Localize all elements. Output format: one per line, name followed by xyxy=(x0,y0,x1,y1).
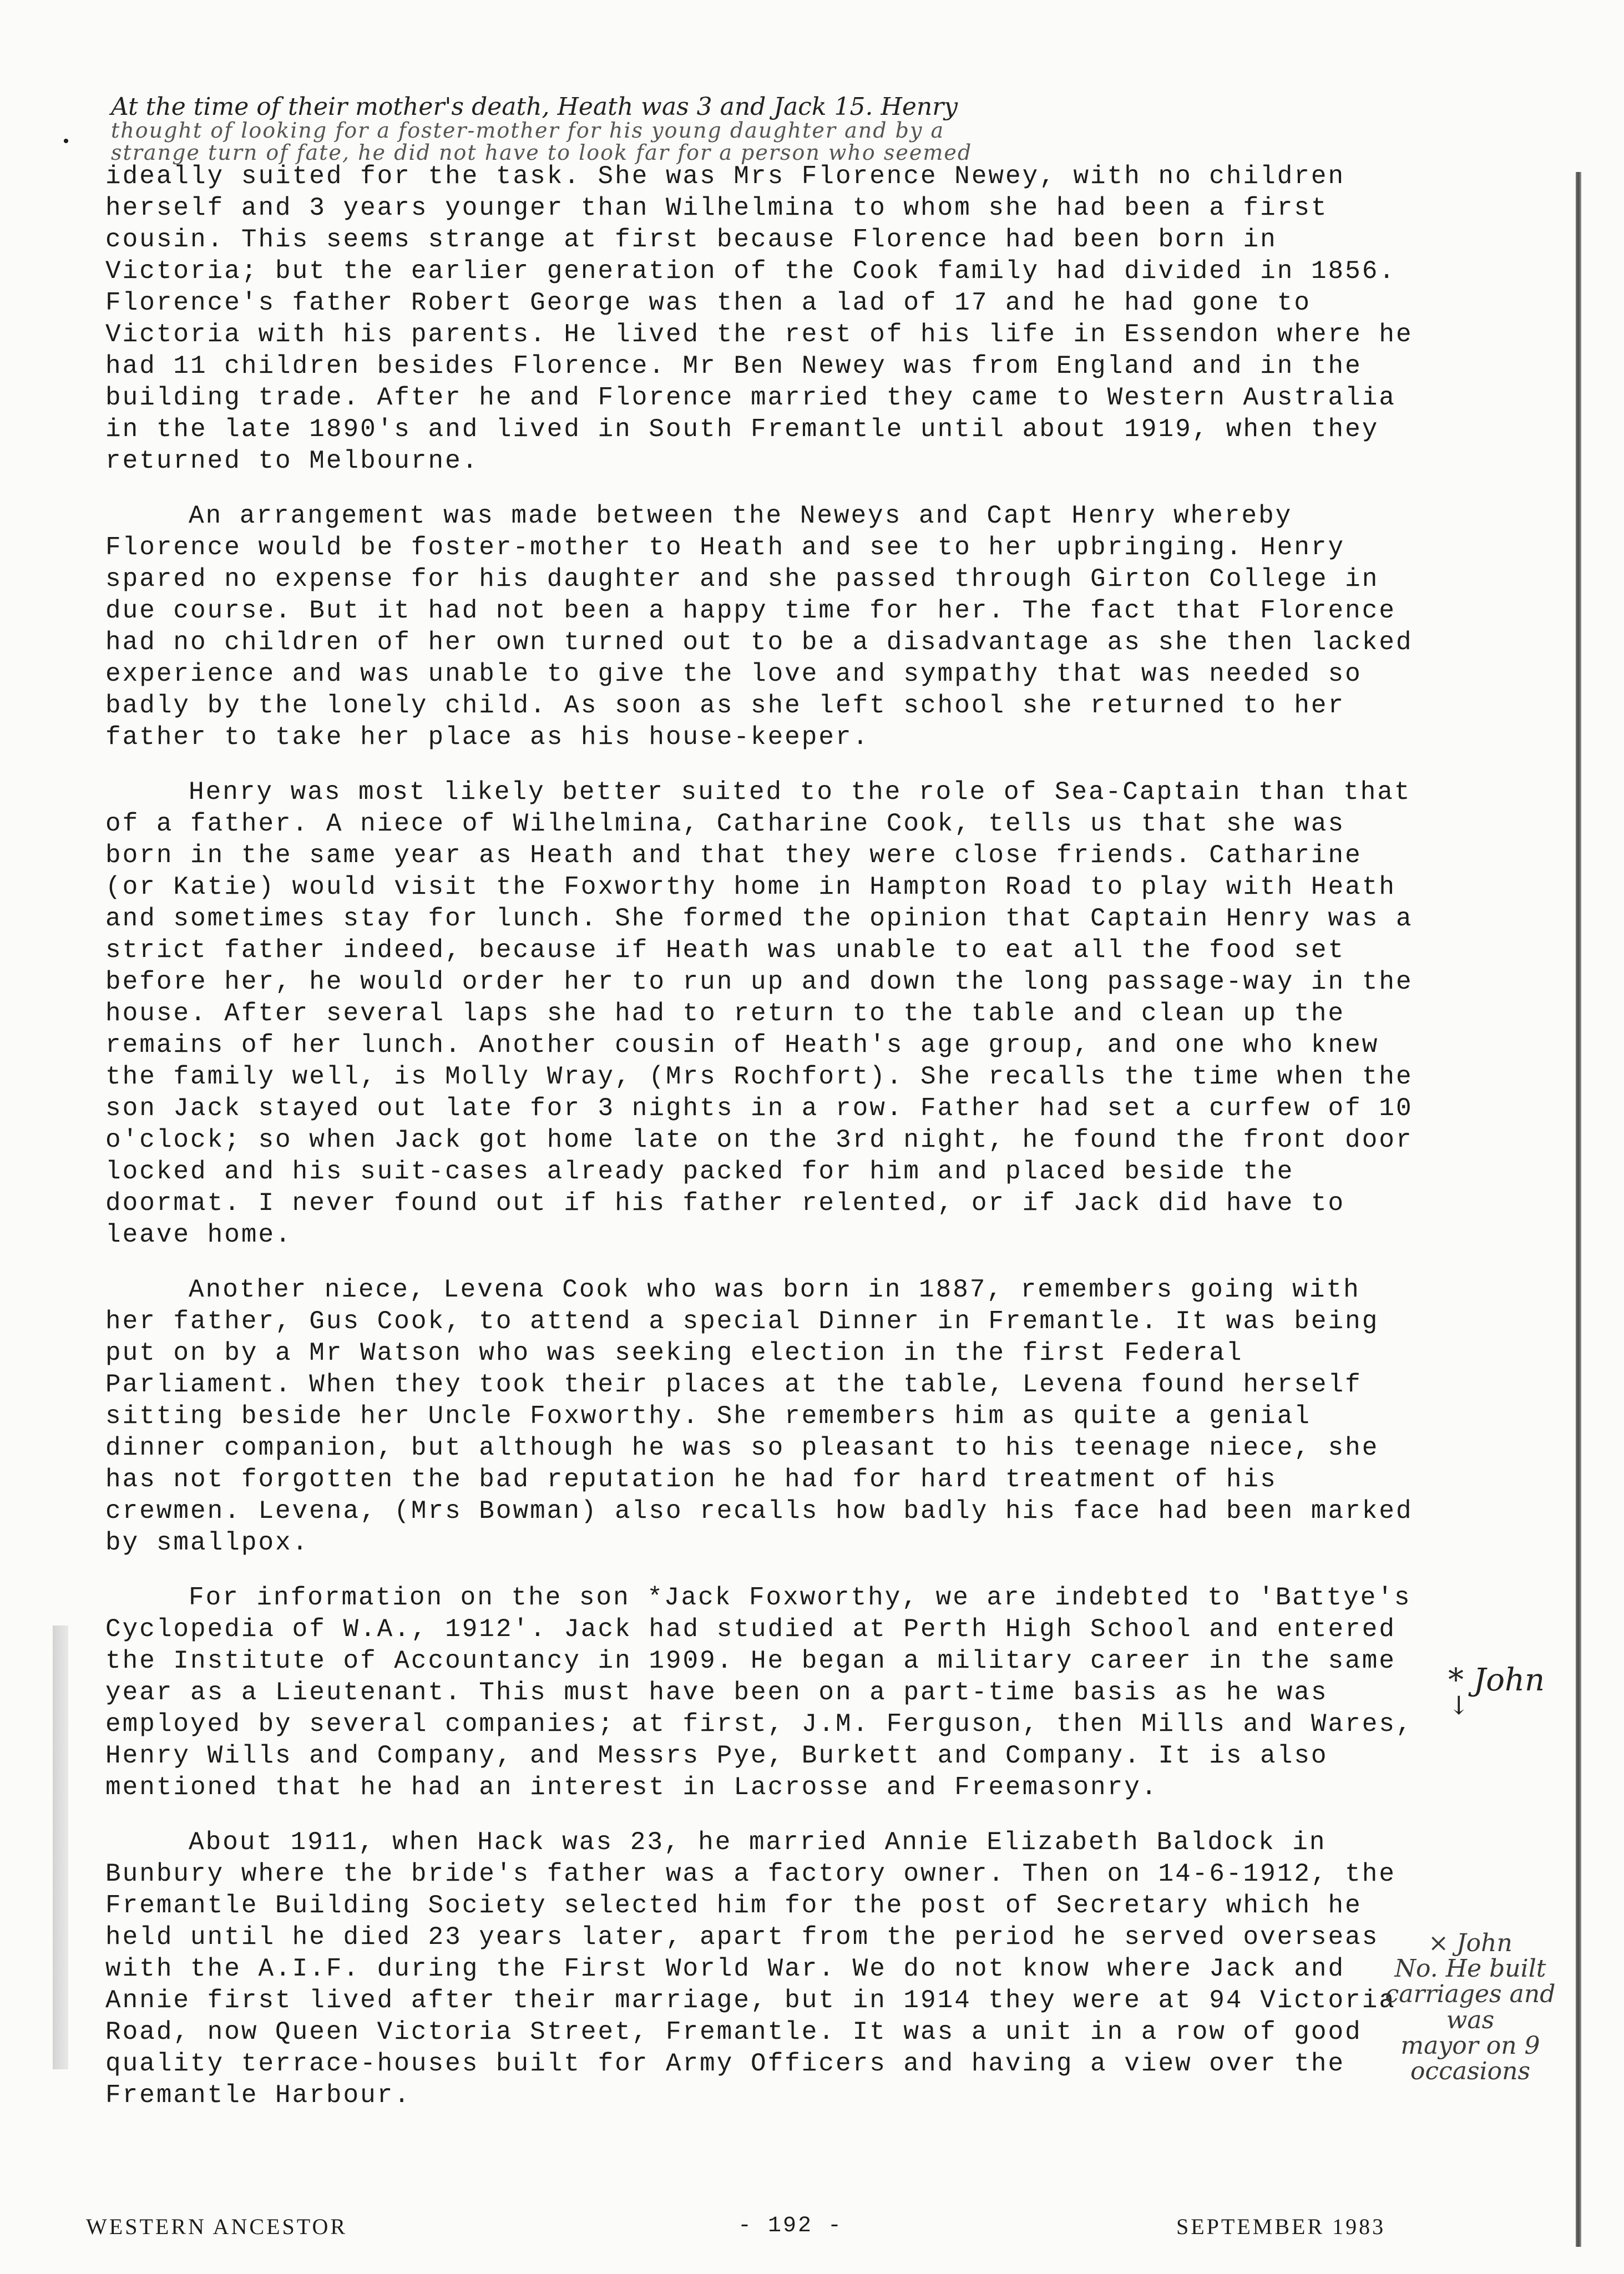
margin-note-correction xyxy=(1365,1931,1576,2084)
arrow-down-icon: ↓ xyxy=(1448,1690,1470,1720)
note-line: carriages and was xyxy=(1385,1980,1556,2034)
paragraph: Henry was most likely better suited to the role of Sea-Captain than that of a father. A niece of Wilhelmina, Catharine Cook, tells us that she was born in the same year as Heath and that they were close friends. Catharine (or Katie) would visit the Foxworthy home in Hampton Road to play with Heath and sometimes stay for lunch. She formed the opinion that Captain Henry was a strict father indeed, because if Heath was unable to eat all the food set before her, he would order her to run up and down the long passage-way in the house. After several laps she had to return to the table and clean up the remains of her lunch. Another cousin of Heath's age group, and one who knew the family well, is Molly Wray, (Mrs Rochfort). She recalls the time when the son Jack stayed out late for 3 nights in a row. Father had set a curfew of 10 o'clock; so when Jack got home late on the 3rd night, he found the front door locked and his suit-cases already packed for him and placed beside the doormat. I never found out if his father relented, or if Jack did have to leave home. xyxy=(105,778,1413,1249)
note-line: mayor on 9 xyxy=(1400,2031,1540,2060)
footer-publication: WESTERN ANCESTOR xyxy=(86,2214,348,2239)
typed-body xyxy=(105,161,1426,2111)
footer-page-number: - 192 - xyxy=(738,2214,843,2238)
margin-note-john: * John xyxy=(1448,1662,1545,1698)
handwritten-line: strange turn of fate, he did not have to look far for a person who seemed xyxy=(111,140,973,165)
paragraph: For information on the son *Jack Foxworthy, we are indebted to 'Battye's Cyclopedia of W.A., 1912'. Jack had studied at Perth High School and entered the Institute of Accountancy in 1909. He began a military career in the same year as a Lieutenant. This must have been on a part-time basis as he was employed by several companies; at first, J.M. Ferguson, then Mills and Wares, Henry Wills and Company, and Messrs Pye, Burkett and Company. It is also mentioned that he had an interest in Lacrosse and Freemasonry. xyxy=(105,1583,1413,1802)
paragraph: ideally suited for the task. She was Mrs Florence Newey, with no children herself and 3 years younger than Wilhelmina to whom she had been a first cousin. This seems strange at first because Florence had been born in Victoria; but the earlier generation of the Cook family had divided in 1856. Florence's father Robert George was then a lad of 17 and he had gone to Victoria with his parents. He lived the rest of his life in Essendon where he had 11 children besides Florence. Mr Ben Newey was from England and in the building trade. After he and Florence married they came to Western Australia in the late 1890's and lived in South Fremantle until about 1919, when they returned to Melbourne. xyxy=(105,162,1413,475)
paragraph: Another niece, Levena Cook who was born in 1887, remembers going with her father, Gus Cook, to attend a special Dinner in Fremantle. It was being put on by a Mr Watson who was seeking election in the first Federal Parliament. When they took their places at the table, Levena found herself sitting beside her Uncle Foxworthy. She remembers him as quite a genial dinner companion, but although he was so pleasant to his teenage niece, she has not forgotten the bad reputation he had for hard treatment of his crewmen. Levena, (Mrs Bowman) also recalls how badly his face had been marked by smallpox. xyxy=(105,1275,1413,1557)
footer-date: SEPTEMBER 1983 xyxy=(1176,2214,1386,2239)
paragraph: About 1911, when Hack was 23, he married Annie Elizabeth Baldock in Bunbury where the bride's father was a factory owner. Then on 14-6-1912, the Fremantle Building Society selected him for the post of Secretary which he held until he died 23 years later, apart from the period he served overseas with the A.I.F. during the First World War. We do not know where Jack and Annie first lived after their marriage, but in 1914 they were at 94 Victoria Road, now Queen Victoria Street, Fremantle. It was a unit in a row of good quality terrace-houses built for Army Officers and having a view over the Fremantle Harbour. xyxy=(105,1828,1396,2110)
note-line: No. He built xyxy=(1394,1954,1546,1983)
note-line: × John xyxy=(1428,1929,1512,1957)
paragraph: An arrangement was made between the Neweys and Capt Henry whereby Florence would be foster-mother to Heath and see to her upbringing. Henry spared no expense for his daughter and she passed through Girton College in due course. But it had not been a happy time for her. The fact that Florence had no children of her own turned out to be a disadvantage as she then lacked experience and was unable to give the love and sympathy that was needed so badly by the lonely child. As soon as she left school she returned to her father to take her place as his house-keeper. xyxy=(105,502,1413,752)
margin-mark: • xyxy=(61,133,72,152)
handwritten-insert xyxy=(111,94,1470,164)
left-margin-bar xyxy=(53,1625,68,2069)
handwritten-line: At the time of their mother's death, Heath was 3 and Jack 15. Henry xyxy=(111,93,958,121)
note-line: occasions xyxy=(1410,2057,1531,2085)
handwritten-line: thought of looking for a foster-mother for his young daughter and by a xyxy=(111,118,945,143)
right-edge-rule xyxy=(1576,172,1581,2247)
